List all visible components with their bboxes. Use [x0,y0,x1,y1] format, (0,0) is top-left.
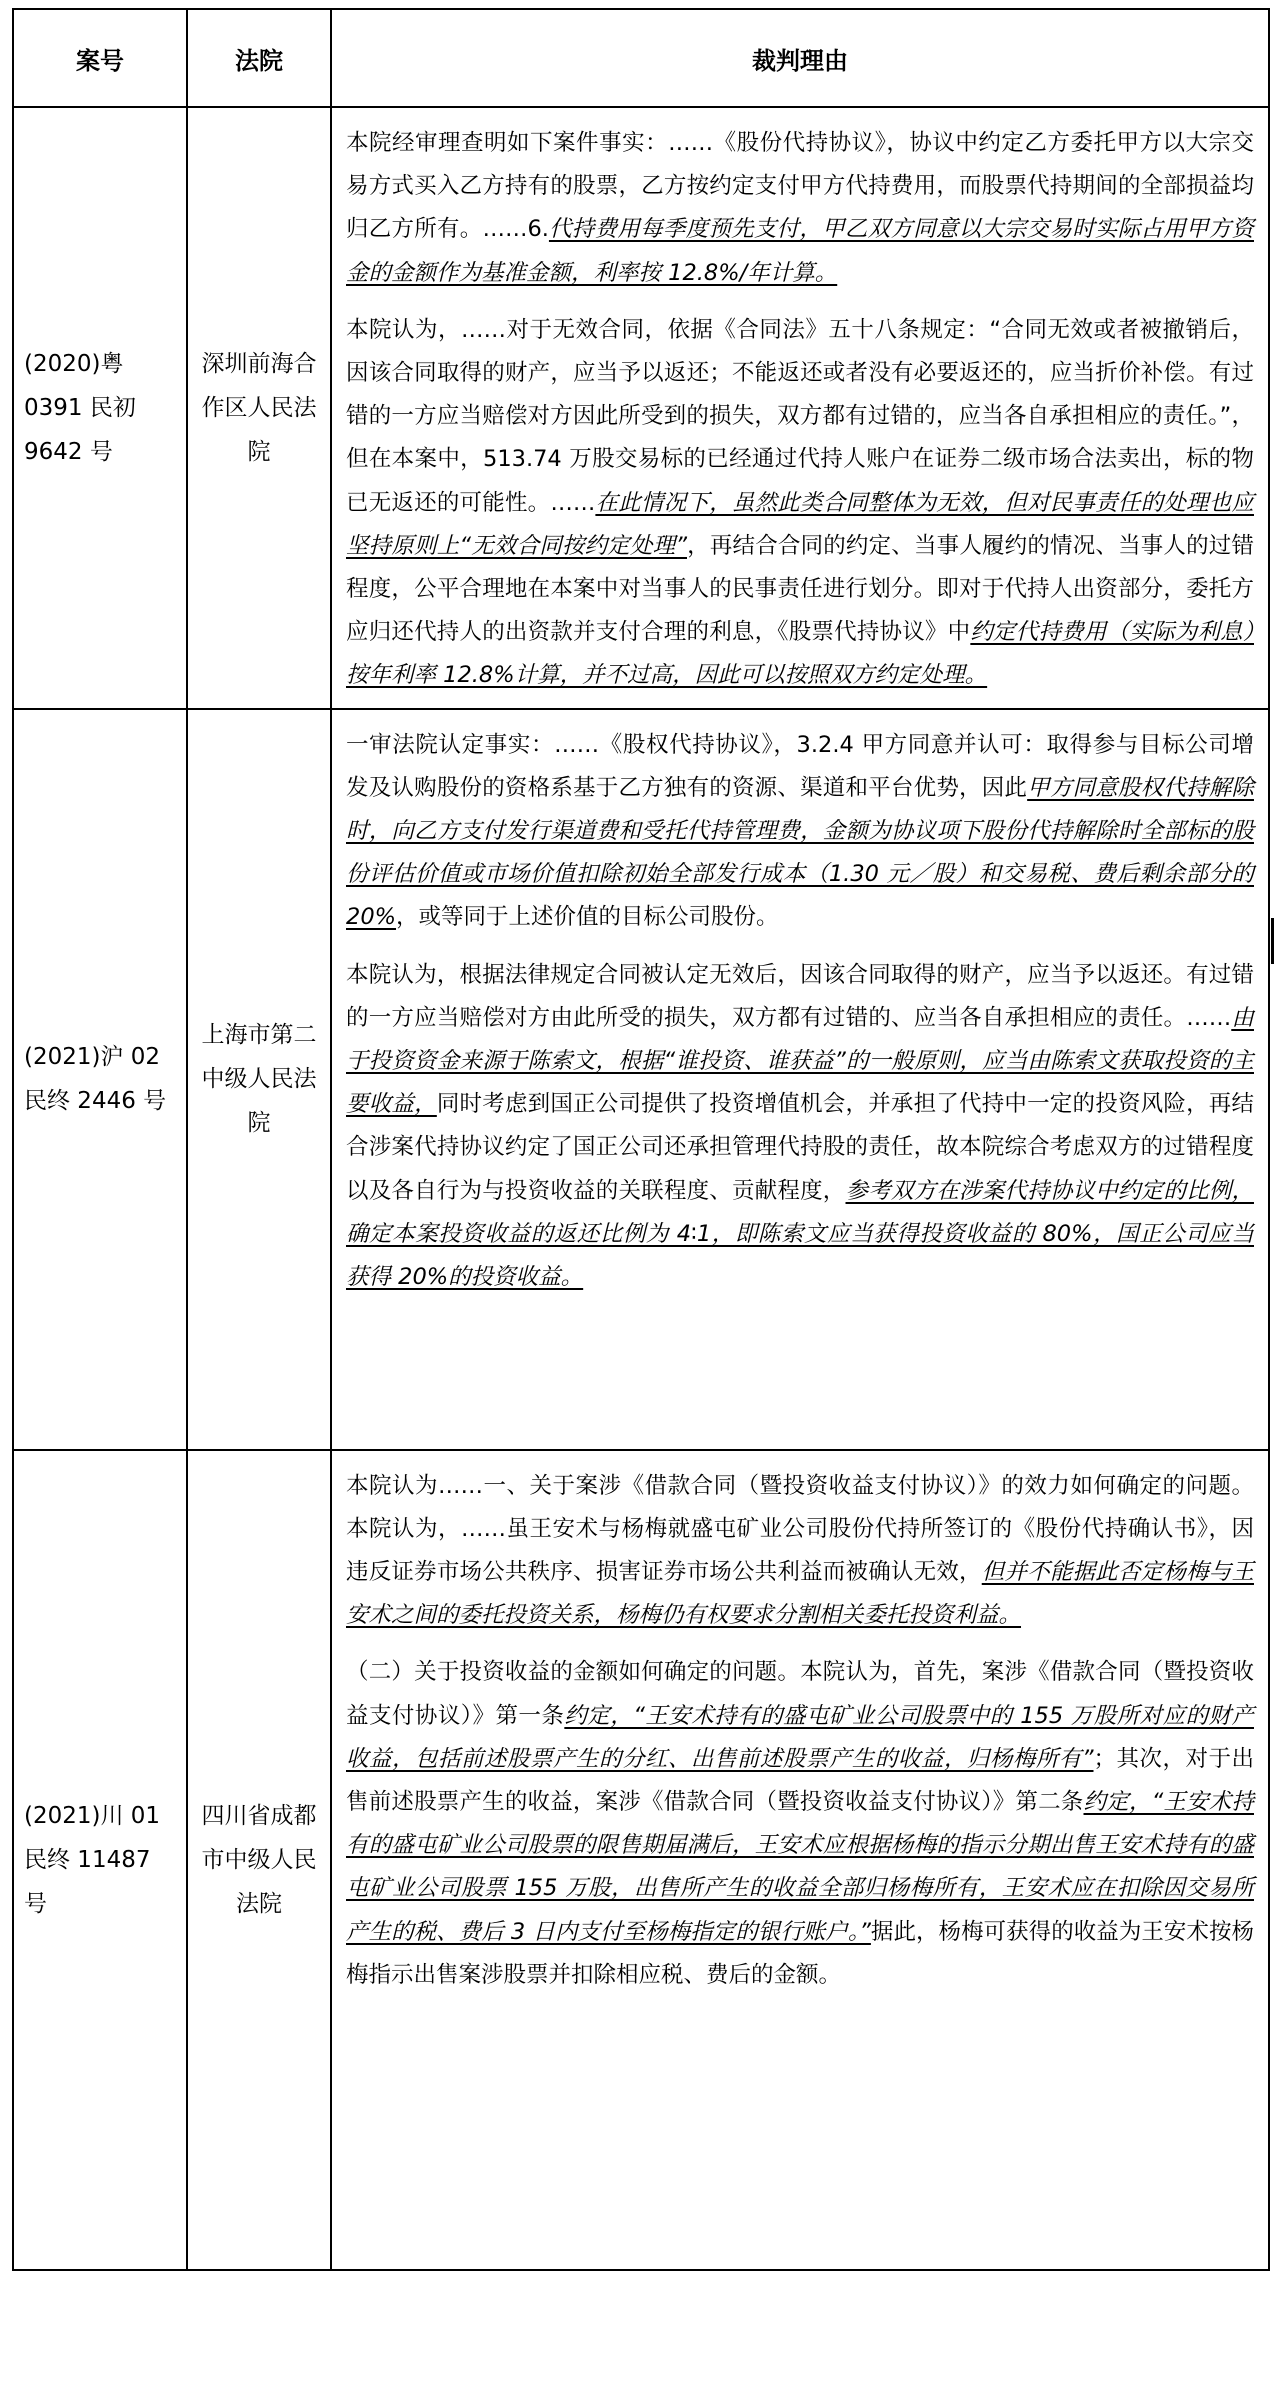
case-number: (2021)川 01 民终 11487 号 [13,1450,187,2270]
highlighted-text: 约定代持费用（实际为利息）按年利率 12.8%计算，并不过高，因此可以按照双方约定处理。 [346,619,1254,689]
header-case-no: 案号 [13,9,187,107]
highlighted-text: 甲方同意股权代持解除时，向乙方支付发行渠道费和受托代持管理费，金额为协议项下股份代持解除时全部标的股份评估价值或市场价值扣除初始全部发行成本（1.30 元／股）和交易税、费后剩余部分的 20% [346,774,1254,931]
case-number: (2021)沪 02 民终 2446 号 [13,709,187,1450]
header-reason: 裁判理由 [331,9,1269,107]
table-row [13,709,1269,1450]
highlighted-text: 约定，“王安术持有的盛屯矿业公司股票中的 155 万股所对应的财产收益，包括前述股票产生的分红、出售前述股票产生的收益，归杨梅所有” [346,1702,1254,1772]
reason-paragraph: （二）关于投资收益的金额如何确定的问题。本院认为，首先，案涉《借款合同（暨投资收益支付协议）》第一条约定，“王安术持有的盛屯矿业公司股票中的 155 万股所对应的财产收益，包括前述股票产生的分红、出售前述股票产生的收益，归杨梅所有”；其次，对于出售前述股票产生的收益，案涉《借款合同（暨投资收益支付协议）》第二条约定，“王安术持有的盛屯矿业公司股票的限售期届满后，王安术应根据杨梅的指示分期出售王安术持有的盛屯矿业公司股票 155 万股，出售所产生的收益全部归杨梅所有，王安术应在扣除因交易所产生的税、费后 3 日内支付至杨梅指定的银行账户。”据此，杨梅可获得的收益为王安术按杨梅指示出售案涉股票并扣除相应税、费后的金额。 [346,1659,1254,1988]
highlighted-text: 在此情况下，虽然此类合同整体为无效，但对民事责任的处理也应坚持原则上“无效合同按约定处理” [346,489,1254,559]
reason-paragraph: 本院认为，……对于无效合同，依据《合同法》五十八条规定：“合同无效或者被撤销后，因该合同取得的财产，应当予以返还；不能返还或者没有必要返还的，应当折价补偿。有过错的一方应当赔偿对方因此所受到的损失，双方都有过错的，应当各自承担相应的责任。”，但在本案中，513.74 万股交易标的已经通过代持人账户在证券二级市场合法卖出，标的物已无返还的可能性。……在此情况下，虽然此类合同整体为无效，但对民事责任的处理也应坚持原则上“无效合同按约定处理”，再结合合同的约定、当事人履约的情况、当事人的过错程度，公平合理地在本案中对当事人的民事责任进行划分。即对于代持人出资部分，委托方应归还代持人的出资款并支付合理的利息，《股票代持协议》中约定代持费用（实际为利息）按年利率 12.8%计算，并不过高，因此可以按照双方约定处理。 [346,316,1254,689]
court-name: 四川省成都市中级人民法院 [187,1450,331,2270]
highlighted-text: 约定，“王安术持有的盛屯矿业公司股票的限售期届满后，王安术应根据杨梅的指示分期出售王安术持有的盛屯矿业公司股票 155 万股，出售所产生的收益全部归杨梅所有，王安术应在扣除因交易所产生的税、费后 3 日内支付至杨梅指定的银行账户。” [346,1789,1254,1945]
reason-paragraph: 本院经审理查明如下案件事实：……《股份代持协议》，协议中约定乙方委托甲方以大宗交易方式买入乙方持有的股票，乙方按约定支付甲方代持费用，而股票代持期间的全部损益均归乙方所有。……6.代持费用每季度预先支付，甲乙双方同意以大宗交易时实际占用甲方资金的金额作为基准金额，利率按 12.8%/年计算。 [346,130,1254,286]
header-court: 法院 [187,9,331,107]
judgment-reason [331,709,1269,1450]
highlighted-text: 参考双方在涉案代持协议中约定的比例，确定本案投资收益的返还比例为 4∶1，即陈索文应当获得投资收益的 80%，国正公司应当获得 20%的投资收益。 [346,1177,1254,1291]
text-cursor-mark [1271,918,1274,964]
case-table [12,8,1270,2271]
reason-paragraph: 本院认为……一、关于案涉《借款合同（暨投资收益支付协议）》的效力如何确定的问题。本院认为，……虽王安术与杨梅就盛屯矿业公司股份代持所签订的《股份代持确认书》，因违反证券市场公共秩序、损害证券市场公共利益而被确认无效，但并不能据此否定杨梅与王安术之间的委托投资关系，杨梅仍有权要求分割相关委托投资利益。 [346,1472,1254,1629]
highlighted-text: 由于投资资金来源于陈索文，根据“谁投资、谁获益”的一般原则，应当由陈索文获取投资的主要收益， [346,1004,1254,1118]
case-number: (2020)粤 0391 民初 9642 号 [13,107,187,709]
court-name: 上海市第二中级人民法院 [187,709,331,1450]
reason-paragraph: 本院认为，根据法律规定合同被认定无效后，因该合同取得的财产，应当予以返还。有过错的一方应当赔偿对方由此所受的损失，双方都有过错的、应当各自承担相应的责任。……由于投资资金来源于陈索文，根据“谁投资、谁获益”的一般原则，应当由陈索文获取投资的主要收益，同时考虑到国正公司提供了投资增值机会，并承担了代持中一定的投资风险，再结合涉案代持协议约定了国正公司还承担管理代持股的责任，故本院综合考虑双方的过错程度以及各自行为与投资收益的关联程度、贡献程度，参考双方在涉案代持协议中约定的比例，确定本案投资收益的返还比例为 4∶1，即陈索文应当获得投资收益的 80%，国正公司应当获得 20%的投资收益。 [346,961,1254,1291]
highlighted-text: 但并不能据此否定杨梅与王安术之间的委托投资关系，杨梅仍有权要求分割相关委托投资利益。 [346,1559,1254,1629]
reason-paragraph: 一审法院认定事实：……《股权代持协议》，3.2.4 甲方同意并认可：取得参与目标公司增发及认购股份的资格系基于乙方独有的资源、渠道和平台优势，因此甲方同意股权代持解除时，向乙方支付发行渠道费和受托代持管理费，金额为协议项下股份代持解除时全部标的股份评估价值或市场价值扣除初始全部发行成本（1.30 元／股）和交易税、费后剩余部分的 20%，或等同于上述价值的目标公司股份。 [346,731,1254,931]
highlighted-text: 代持费用每季度预先支付，甲乙双方同意以大宗交易时实际占用甲方资金的金额作为基准金额，利率按 12.8%/年计算。 [346,216,1254,286]
header-row [13,9,1269,107]
court-name: 深圳前海合作区人民法院 [187,107,331,709]
judgment-reason [331,107,1269,709]
judgment-reason [331,1450,1269,2270]
table-row [13,1450,1269,2270]
table-row [13,107,1269,709]
